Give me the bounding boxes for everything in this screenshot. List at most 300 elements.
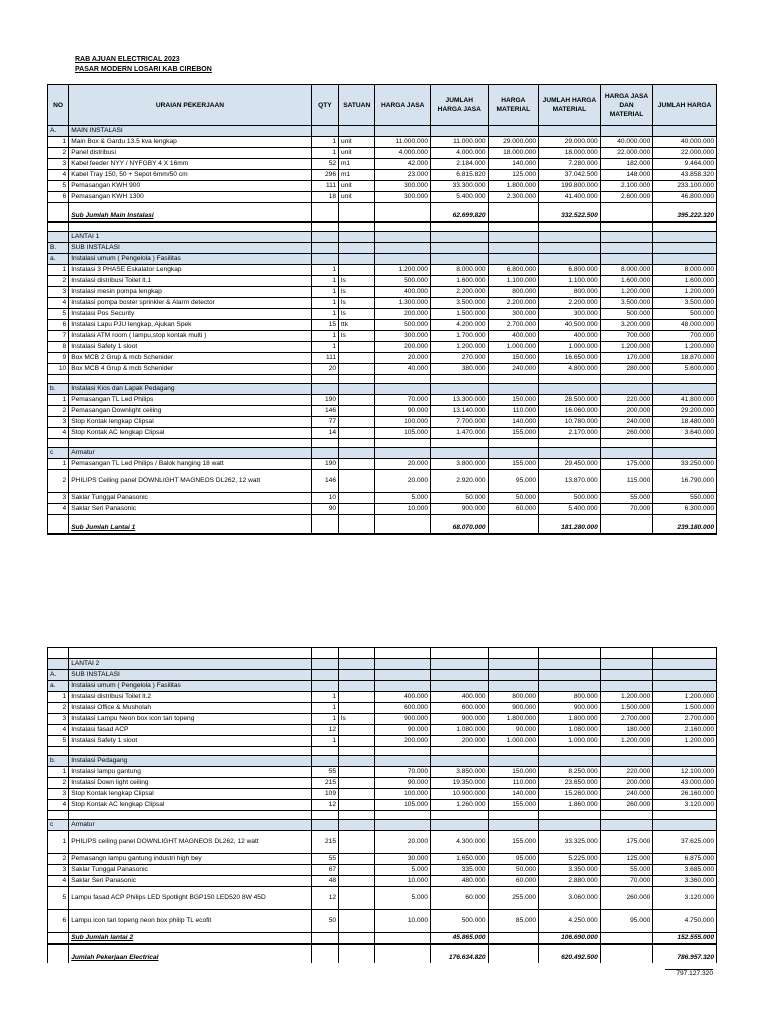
table-cell: 4 <box>48 876 69 887</box>
table-cell: 29.450.000 <box>539 459 601 470</box>
col-jumlah-harga-jasa: JUMLAH HARGA JASA <box>430 85 488 126</box>
table-cell: 1.600.000 <box>653 276 717 287</box>
col-qty: QTY <box>311 85 338 126</box>
table-cell <box>48 375 69 384</box>
table-cell: 155.000 <box>488 459 539 470</box>
table-cell <box>339 747 375 756</box>
table-cell <box>375 659 431 670</box>
table-cell: Saklar Tunggal Panasonic <box>69 865 312 876</box>
table-cell: 110.000 <box>488 778 539 789</box>
table-cell <box>600 384 653 395</box>
table-cell: 3.060.000 <box>539 887 601 910</box>
table-cell: Pemasangan KWH 900 <box>69 181 312 192</box>
table-cell: 180.000 <box>600 725 653 736</box>
table-cell: 2.200.000 <box>539 298 601 309</box>
table-cell <box>375 439 431 448</box>
table-cell: 20 <box>311 364 338 375</box>
table-cell: 68.070.000 <box>430 523 488 534</box>
table-cell <box>430 659 488 670</box>
table-cell <box>488 659 539 670</box>
table-cell: 7.280.000 <box>539 159 601 170</box>
table-cell: 13.300.000 <box>430 395 488 406</box>
table-cell <box>653 820 717 831</box>
table-cell: ls <box>339 276 375 287</box>
table-cell <box>600 232 653 243</box>
table-cell: 52 <box>311 159 338 170</box>
table-cell: 3.685.000 <box>653 865 717 876</box>
table-cell <box>600 203 653 212</box>
table-cell: 1.470.000 <box>430 428 488 439</box>
table-cell <box>430 384 488 395</box>
table-cell: 3.500.000 <box>600 298 653 309</box>
table-cell: 2 <box>48 778 69 789</box>
table-cell: 2 <box>48 854 69 865</box>
table-cell: 12 <box>311 725 338 736</box>
table-cell <box>339 778 375 789</box>
table-cell: 175.000 <box>600 831 653 854</box>
table-cell: 146 <box>311 470 338 493</box>
table-row <box>48 320 717 331</box>
table-cell: 1 <box>311 137 338 148</box>
table-cell: 90 <box>311 504 338 515</box>
table-cell: 4.300.000 <box>430 831 488 854</box>
table-cell <box>48 203 69 212</box>
table-row <box>48 789 717 800</box>
table-cell <box>488 243 539 254</box>
table-cell: Instalasi Safety 1 sloot <box>69 736 312 747</box>
table-cell: 3 <box>48 493 69 504</box>
table-cell: 60.000 <box>430 887 488 910</box>
table-cell: 215 <box>311 778 338 789</box>
table-cell <box>375 203 431 212</box>
table-cell <box>539 222 601 232</box>
table-cell: 220.000 <box>600 395 653 406</box>
table-cell: 2 <box>48 148 69 159</box>
table-row <box>48 778 717 789</box>
table-cell: 9.464.000 <box>653 159 717 170</box>
table-cell <box>339 789 375 800</box>
table-cell: 2.600.000 <box>600 192 653 203</box>
table-cell: 2.700.000 <box>600 714 653 725</box>
table-cell <box>653 375 717 384</box>
table-cell: 4 <box>48 800 69 811</box>
table-cell: 152.555.000 <box>653 933 717 945</box>
table-cell <box>375 448 431 459</box>
table-cell: 95.000 <box>488 470 539 493</box>
table-cell <box>339 515 375 524</box>
table-cell: 150.000 <box>488 395 539 406</box>
table-cell: 48 <box>311 876 338 887</box>
table-cell <box>430 515 488 524</box>
table-cell <box>600 670 653 681</box>
table-cell <box>539 944 601 953</box>
table-cell: 1.260.000 <box>430 800 488 811</box>
table-cell <box>600 747 653 756</box>
table-cell: 175.000 <box>600 459 653 470</box>
table-cell: 2.184.000 <box>430 159 488 170</box>
table-cell: 5.400.000 <box>430 192 488 203</box>
table-cell: 1 <box>311 309 338 320</box>
table-row <box>48 353 717 364</box>
table-cell <box>430 670 488 681</box>
table-cell: 2 <box>48 276 69 287</box>
table-cell: 335.000 <box>430 865 488 876</box>
table-cell: 5.400.000 <box>539 504 601 515</box>
table-cell: 5.000 <box>375 493 431 504</box>
table-cell <box>488 232 539 243</box>
table-cell: Instalasi Kios dan Lapak Pedagang <box>69 384 312 395</box>
table-cell: SUB INSTALASI <box>69 243 312 254</box>
table-cell: 800.000 <box>488 287 539 298</box>
table-cell: 1 <box>48 831 69 854</box>
table-cell: 1.800.000 <box>488 181 539 192</box>
table-cell: 500.000 <box>430 910 488 933</box>
table-cell <box>339 211 375 222</box>
table-cell: 600.000 <box>430 703 488 714</box>
table-row <box>48 459 717 470</box>
table-cell: 10.900.000 <box>430 789 488 800</box>
table-cell <box>653 756 717 767</box>
table-cell <box>339 831 375 854</box>
table-cell: 146 <box>311 406 338 417</box>
table-cell: A. <box>48 126 69 137</box>
table-cell <box>339 933 375 945</box>
table-cell: 3.200.000 <box>600 320 653 331</box>
table-cell: unit <box>339 137 375 148</box>
subtotal-row <box>48 211 717 222</box>
table-cell: 1.860.000 <box>539 800 601 811</box>
spacer-row <box>48 747 717 756</box>
table-cell <box>339 459 375 470</box>
table-cell <box>339 265 375 276</box>
table-cell: 9 <box>48 353 69 364</box>
table-row <box>48 428 717 439</box>
table-cell: 400.000 <box>539 331 601 342</box>
table-cell <box>600 254 653 265</box>
table-cell: 200.000 <box>375 342 431 353</box>
table-cell: 2.300.000 <box>488 192 539 203</box>
table-cell <box>375 747 431 756</box>
table-cell <box>488 953 539 963</box>
table-cell: 13.870.000 <box>539 470 601 493</box>
table-row <box>48 265 717 276</box>
table-cell: 500.000 <box>375 276 431 287</box>
table-cell: 239.180.000 <box>653 523 717 534</box>
table-cell <box>488 681 539 692</box>
table-row <box>48 703 717 714</box>
table-cell <box>375 944 431 953</box>
table-row <box>48 342 717 353</box>
table-row <box>48 504 717 515</box>
table-cell: B. <box>48 243 69 254</box>
table-cell: 5 <box>48 309 69 320</box>
section-row <box>48 659 717 670</box>
table-cell <box>600 515 653 524</box>
table-cell: 2 <box>48 470 69 493</box>
table-cell: c <box>48 820 69 831</box>
table-cell: 395.222.320 <box>653 211 717 222</box>
table-cell: m1 <box>339 159 375 170</box>
table-cell: 400.000 <box>375 287 431 298</box>
table-cell: 13.140.000 <box>430 406 488 417</box>
table-cell: 4 <box>48 298 69 309</box>
table-cell <box>339 659 375 670</box>
table-cell: 70.000 <box>375 395 431 406</box>
col-harga-jasa-material: HARGA JASA DAN MATERIAL <box>600 85 653 126</box>
table-cell <box>375 222 431 232</box>
table-cell: 3 <box>48 789 69 800</box>
table-cell: 550.000 <box>653 493 717 504</box>
table-cell: 6 <box>48 910 69 933</box>
table-cell <box>311 254 338 265</box>
table-cell <box>539 439 601 448</box>
table-cell <box>539 670 601 681</box>
table-cell: 200.000 <box>375 736 431 747</box>
table-cell <box>311 944 338 953</box>
table-cell: b. <box>48 384 69 395</box>
table-cell: ls <box>339 309 375 320</box>
table-cell: 1.000.000 <box>488 736 539 747</box>
table-cell: 11.000.000 <box>375 137 431 148</box>
table-cell: 240.000 <box>488 364 539 375</box>
table-cell <box>539 384 601 395</box>
table-cell: 4.250.000 <box>539 910 601 933</box>
table-cell <box>339 243 375 254</box>
section-row <box>48 254 717 265</box>
table-cell: 1.650.000 <box>430 854 488 865</box>
table-row <box>48 854 717 865</box>
table-cell <box>653 126 717 137</box>
table-cell <box>48 953 69 963</box>
table-cell: 240.000 <box>600 417 653 428</box>
table-cell <box>339 493 375 504</box>
section-row <box>48 756 717 767</box>
table-cell: 1 <box>48 459 69 470</box>
table-cell: 1.600.000 <box>600 276 653 287</box>
table-cell: 5.225.000 <box>539 854 601 865</box>
table-cell: 10.000 <box>375 910 431 933</box>
table-cell <box>48 439 69 448</box>
table-cell: 2.880.000 <box>539 876 601 887</box>
table-cell: 3 <box>48 714 69 725</box>
table-cell: 140.000 <box>488 159 539 170</box>
table-cell <box>488 254 539 265</box>
table-cell <box>311 203 338 212</box>
table-cell: Stop Kontak lengkap Clipsal <box>69 417 312 428</box>
table-cell: Instalasi distribusi Toilet lt.1 <box>69 276 312 287</box>
table-cell: 10 <box>311 493 338 504</box>
table-cell <box>539 243 601 254</box>
section-row <box>48 384 717 395</box>
table-cell: 125.000 <box>600 854 653 865</box>
table-cell: 40.000.000 <box>600 137 653 148</box>
table-cell <box>311 756 338 767</box>
table-cell: 215 <box>311 831 338 854</box>
table-cell <box>311 439 338 448</box>
table-cell: 270.000 <box>430 353 488 364</box>
table-cell: unit <box>339 192 375 203</box>
table-cell: Pemasangan TL Led Philips <box>69 395 312 406</box>
table-cell: 1 <box>48 395 69 406</box>
table-cell: 1.300.000 <box>375 298 431 309</box>
table-cell <box>430 439 488 448</box>
table-cell <box>48 811 69 820</box>
table-cell <box>430 448 488 459</box>
table-cell: 3.350.000 <box>539 865 601 876</box>
table-cell: Instalasi lampu gantung <box>69 767 312 778</box>
table-cell <box>653 232 717 243</box>
table-cell: 1.200.000 <box>375 265 431 276</box>
grand-total-row <box>48 953 717 963</box>
table-cell: 1.700.000 <box>430 331 488 342</box>
table-cell: 1 <box>311 265 338 276</box>
table-cell: 150.000 <box>488 767 539 778</box>
table-cell: 95.000 <box>488 854 539 865</box>
table-cell <box>653 747 717 756</box>
table-cell <box>339 681 375 692</box>
table-cell <box>339 887 375 910</box>
table-cell <box>430 944 488 953</box>
table-cell: 6.815.820 <box>430 170 488 181</box>
table-cell <box>600 243 653 254</box>
table-cell: 42.000 <box>375 159 431 170</box>
table-row <box>48 137 717 148</box>
rab-table-main-lantai1 <box>47 84 717 535</box>
table-cell: 5.600.000 <box>653 364 717 375</box>
table-cell <box>488 203 539 212</box>
table-cell <box>375 254 431 265</box>
table-cell: 20.000 <box>375 831 431 854</box>
table-cell: Kabel feeder NYY / NYFGBY 4 X 16mm <box>69 159 312 170</box>
table-cell: 8.000.000 <box>600 265 653 276</box>
table-cell: 18.870.000 <box>653 353 717 364</box>
table-cell: 260.000 <box>600 800 653 811</box>
table-cell <box>430 232 488 243</box>
table-row <box>48 395 717 406</box>
table-cell: 90.000 <box>375 725 431 736</box>
table-cell: 148.000 <box>600 170 653 181</box>
table-cell: 200.000 <box>600 778 653 789</box>
table-cell: 4 <box>48 504 69 515</box>
table-cell: 3.120.000 <box>653 887 717 910</box>
table-cell <box>488 756 539 767</box>
table-cell: 176.634.820 <box>430 953 488 963</box>
table-cell: 18.000.000 <box>488 148 539 159</box>
table-cell: 4 <box>48 428 69 439</box>
table-cell: 10 <box>48 364 69 375</box>
table-cell: 155.000 <box>488 831 539 854</box>
table-cell <box>48 933 69 945</box>
table-cell: Instalasi Safety 1 sloot <box>69 342 312 353</box>
table-cell <box>311 747 338 756</box>
table-cell: 4.000.000 <box>375 148 431 159</box>
table-cell <box>375 820 431 831</box>
table-cell: 50 <box>311 910 338 933</box>
table-cell <box>488 523 539 534</box>
rab-table-lantai2 <box>47 647 717 963</box>
table-cell: 1 <box>311 714 338 725</box>
table-cell <box>375 211 431 222</box>
table-row <box>48 170 717 181</box>
table-cell: a. <box>48 254 69 265</box>
table-cell: 41.800.000 <box>653 395 717 406</box>
table-cell <box>48 944 69 953</box>
table-cell <box>488 933 539 945</box>
table-cell: Box MCB 2 Grup & mcb Schenider <box>69 353 312 364</box>
table-cell: 1 <box>311 703 338 714</box>
table-cell: Instalasi distribusi Toilet lt.2 <box>69 692 312 703</box>
table-cell: Instalasi Down light ceiling <box>69 778 312 789</box>
table-cell <box>339 944 375 953</box>
table-cell <box>539 254 601 265</box>
table-cell: 1.080.000 <box>430 725 488 736</box>
table-cell: 22.000.000 <box>600 148 653 159</box>
table-cell: 115.000 <box>600 470 653 493</box>
table-cell: 90.000 <box>488 725 539 736</box>
table-cell <box>653 203 717 212</box>
table-cell: 500.000 <box>653 309 717 320</box>
table-cell: 2.100.000 <box>600 181 653 192</box>
col-jumlah-harga: JUMLAH HARGA <box>653 85 717 126</box>
table-cell: 400.000 <box>488 331 539 342</box>
table-row <box>48 309 717 320</box>
table-cell: 18.000.000 <box>539 148 601 159</box>
table-cell: 181.280.000 <box>539 523 601 534</box>
table-row <box>48 406 717 417</box>
table-cell <box>430 756 488 767</box>
table-cell <box>653 515 717 524</box>
table-cell <box>311 384 338 395</box>
table-cell <box>311 953 338 963</box>
table-cell <box>311 211 338 222</box>
table-cell: 50.000 <box>488 493 539 504</box>
table-cell: 3.500.000 <box>653 298 717 309</box>
table-cell <box>69 944 312 953</box>
table-cell: 16.650.000 <box>539 353 601 364</box>
table-row <box>48 493 717 504</box>
table-cell: 100.000 <box>375 789 431 800</box>
table-cell <box>339 126 375 137</box>
table-cell: 260.000 <box>600 428 653 439</box>
table-cell: 105.000 <box>375 800 431 811</box>
table-cell <box>339 953 375 963</box>
table-cell: 8.000.000 <box>653 265 717 276</box>
document-title: RAB AJUAN ELECTRICAL 2023 <box>75 56 180 63</box>
table-cell: 600.000 <box>375 703 431 714</box>
table-cell: 6.300.000 <box>653 504 717 515</box>
table-cell: 786.957.320 <box>653 953 717 963</box>
table-cell: Instalasi umum ( Pengelola ) Fasilitas <box>69 681 312 692</box>
table-cell: 43.858.320 <box>653 170 717 181</box>
table-cell: 240.000 <box>600 789 653 800</box>
table-cell: 111 <box>311 181 338 192</box>
table-cell: 5 <box>48 736 69 747</box>
table-cell <box>488 811 539 820</box>
spacer-row <box>48 375 717 384</box>
table-cell <box>339 876 375 887</box>
table-cell: 1.800.000 <box>488 714 539 725</box>
table-cell <box>430 820 488 831</box>
table-cell: 6 <box>48 192 69 203</box>
table-cell <box>339 342 375 353</box>
table-cell: unit <box>339 181 375 192</box>
table-cell <box>339 417 375 428</box>
table-cell: 1.200.000 <box>653 342 717 353</box>
table-cell: 1.200.000 <box>600 342 653 353</box>
table-cell: m1 <box>339 170 375 181</box>
table-cell: Sub Jumlah lantai 2 <box>69 933 312 945</box>
table-cell: 29.200.000 <box>653 406 717 417</box>
